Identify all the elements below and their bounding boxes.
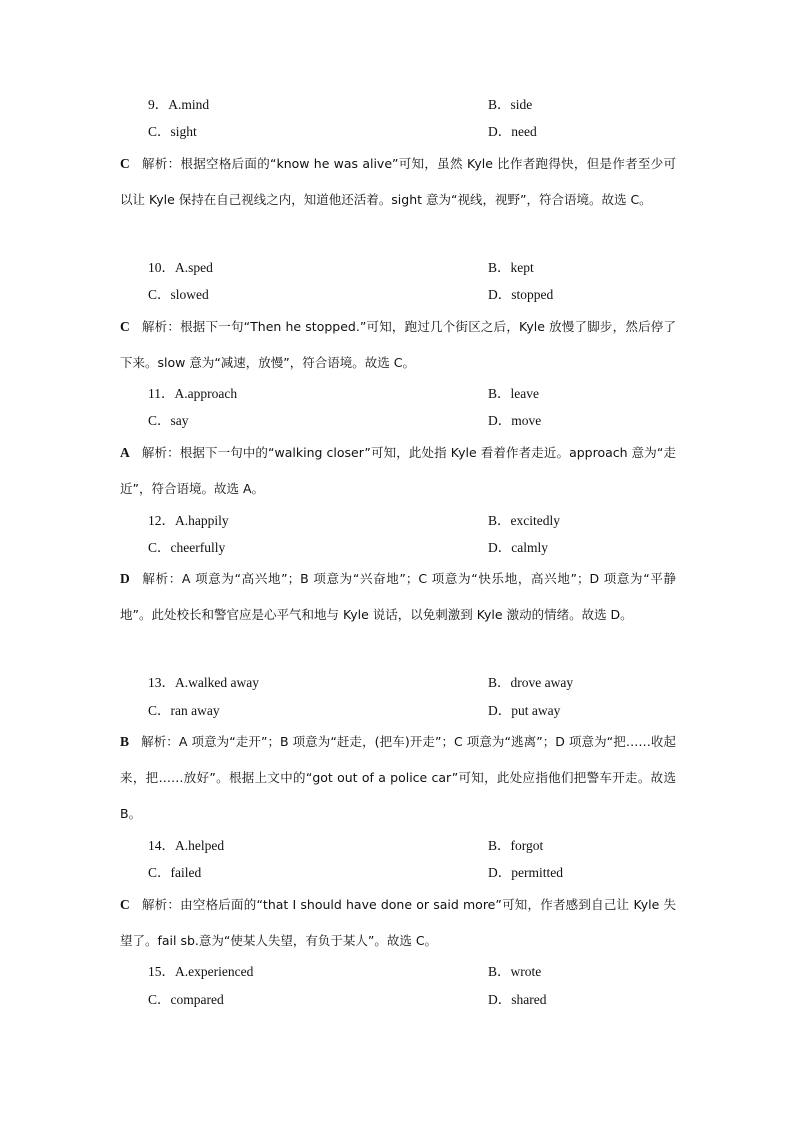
answer-letter: B (120, 734, 130, 749)
answer-letter: A (120, 445, 130, 460)
answer-letter: C (120, 897, 130, 912)
question-10-options-row-2 (0, 284, 794, 306)
question-11-answer (120, 435, 676, 507)
question-10-options-row-1 (0, 257, 794, 279)
option-c: C．compared (148, 992, 224, 1007)
question-12-options-row-2 (0, 537, 794, 559)
option-b: B．drove away (488, 675, 574, 690)
question-10-answer (120, 309, 676, 381)
option-b: B．excitedly (488, 513, 560, 528)
option-c: C．slowed (148, 287, 209, 302)
option-d: D．permitted (488, 865, 563, 880)
option-b: B．kept (488, 260, 534, 275)
question-13-answer (120, 724, 676, 832)
question-9-options-row-1 (0, 94, 794, 116)
option-a: 14．A.helped (148, 838, 225, 853)
question-9-answer (120, 146, 676, 218)
option-d: D．need (488, 124, 537, 139)
option-d: D．move (488, 413, 542, 428)
question-11-options-row-2 (0, 410, 794, 432)
option-c: C．sight (148, 124, 197, 139)
option-a: 11．A.approach (148, 386, 238, 401)
option-a: 10．A.sped (148, 260, 213, 275)
answer-explanation: 解析：根据下一句中的“walking closer”可知，此处指 Kyle 看着作者走近。approach 意为“走近”，符合语境。故选 A。 (120, 445, 676, 496)
option-a: 12．A.happily (148, 513, 229, 528)
question-12-options-row-1 (0, 510, 794, 532)
question-9-options-row-2 (0, 121, 794, 143)
option-d: D．calmly (488, 540, 548, 555)
question-13-options-row-1 (0, 672, 794, 694)
answer-letter: C (120, 156, 130, 171)
option-a: 9．A.mind (148, 97, 210, 112)
question-15-options-row-1 (0, 961, 794, 983)
question-13-options-row-2 (0, 700, 794, 722)
question-12-answer (120, 561, 676, 633)
question-15-options-row-2 (0, 989, 794, 1011)
option-c: C．ran away (148, 703, 220, 718)
answer-explanation: 解析：A 项意为“高兴地”；B 项意为“兴奋地”；C 项意为“快乐地，高兴地”；D 项意为“平静地”。此处校长和警官应是心平气和地与 Kyle 说话，以免刺激到 Kyle 激动的情绪。故选 D。 (120, 571, 676, 622)
answer-letter: C (120, 319, 130, 334)
answer-explanation: 解析：A 项意为“走开”；B 项意为“赶走，(把车)开走”；C 项意为“逃离”；D 项意为“把……收起来，把……放好”。根据上文中的“got out of a police car”可知，此处应指他们把警车开走。故选 B。 (120, 734, 676, 821)
answer-letter: D (120, 571, 130, 586)
answer-explanation: 解析：根据下一句“Then he stopped.”可知，跑过几个街区之后，Kyle 放慢了脚步，然后停了下来。slow 意为“减速，放慢”，符合语境。故选 C。 (120, 319, 676, 370)
option-a: 15．A.experienced (148, 964, 254, 979)
option-b: B．wrote (488, 964, 542, 979)
option-c: C．say (148, 413, 189, 428)
option-d: D．put away (488, 703, 561, 718)
question-14-options-row-2 (0, 862, 794, 884)
answer-explanation: 解析：根据空格后面的“know he was alive”可知，虽然 Kyle 比作者跑得快，但是作者至少可以让 Kyle 保持在自己视线之内，知道他还活着。sight 意为“视线，视野”，符合语境。故选 C。 (120, 156, 676, 207)
option-d: D．stopped (488, 287, 554, 302)
option-b: B．leave (488, 386, 539, 401)
question-14-answer (120, 887, 676, 959)
option-b: B．forgot (488, 838, 544, 853)
option-a: 13．A.walked away (148, 675, 259, 690)
question-11-options-row-1 (0, 383, 794, 405)
option-c: C．cheerfully (148, 540, 226, 555)
option-d: D．shared (488, 992, 547, 1007)
question-14-options-row-1 (0, 835, 794, 857)
option-b: B．side (488, 97, 533, 112)
answer-explanation: 解析：由空格后面的“that I should have done or said more”可知，作者感到自己让 Kyle 失望了。fail sb.意为“使某人失望，有负于某人”。故选 C。 (120, 897, 676, 948)
option-c: C．failed (148, 865, 202, 880)
